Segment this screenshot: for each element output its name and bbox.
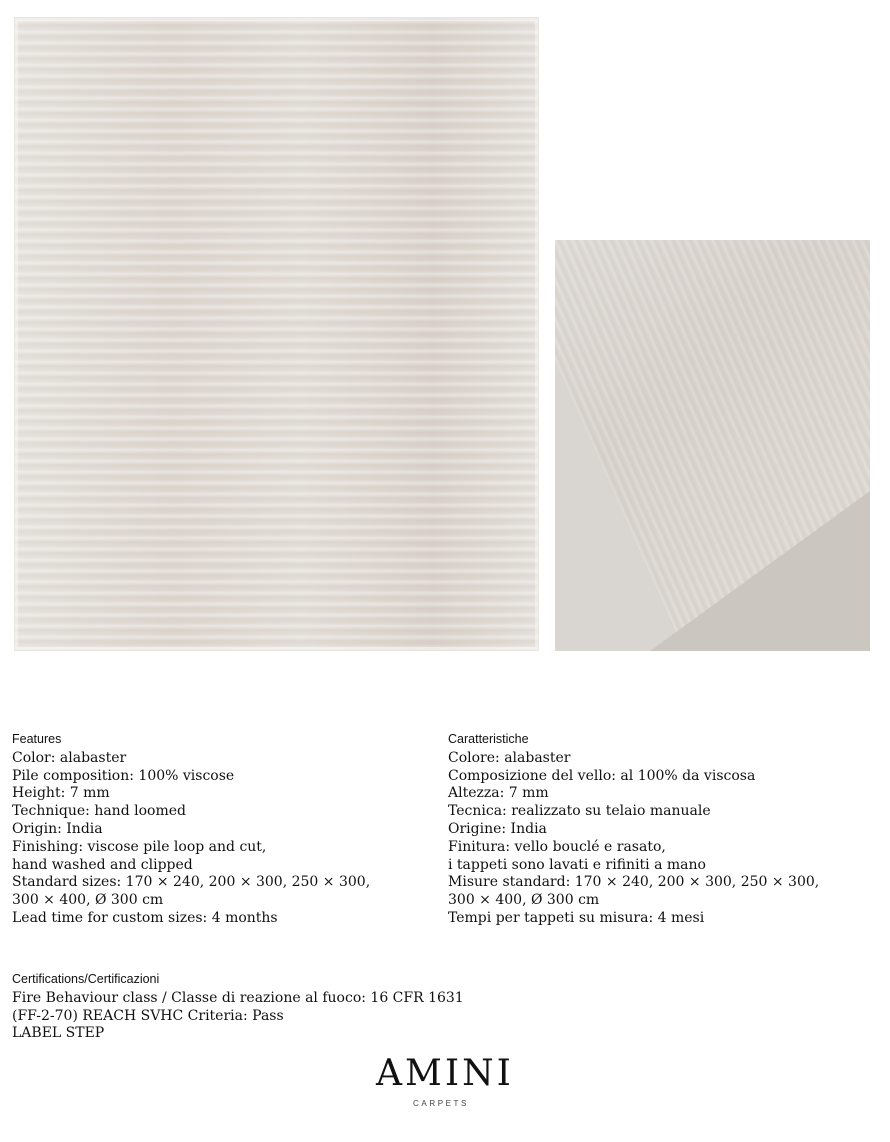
- features-en-line: Technique: hand loomed: [12, 803, 186, 820]
- rug-detail-image: [555, 240, 870, 651]
- features-it-line: Misure standard: 170 × 240, 200 × 300, 250 × 300,: [448, 874, 820, 891]
- features-it-line: Origine: India: [448, 820, 547, 837]
- features-it-line: i tappeti sono lavati e rifiniti a mano: [448, 856, 706, 873]
- features-it-line: Altezza: 7 mm: [448, 785, 549, 802]
- features-en-line: Height: 7 mm: [12, 785, 110, 802]
- certifications-line: (FF-2-70) REACH SVHC Criteria: Pass: [12, 1007, 284, 1024]
- rug-full-image: [14, 17, 539, 651]
- certifications-section: [12, 971, 464, 1043]
- features-it-line: Tecnica: realizzato su telaio manuale: [448, 803, 711, 820]
- features-en-line: Origin: India: [12, 820, 103, 837]
- features-en-line: Pile composition: 100% viscose: [12, 767, 235, 784]
- features-en-line: Standard sizes: 170 × 240, 200 × 300, 250 × 300,: [12, 874, 371, 891]
- features-it-line: Colore: alabaster: [448, 749, 571, 766]
- features-en-line: Finishing: viscose pile loop and cut,: [12, 838, 267, 855]
- features-en-section: [12, 731, 432, 928]
- features-it-heading: Caratteristiche: [448, 732, 529, 746]
- features-en-line: Color: alabaster: [12, 749, 127, 766]
- certifications-heading: Certifications/Certificazioni: [12, 972, 160, 986]
- certifications-line: LABEL STEP: [12, 1025, 105, 1042]
- features-it-line: 300 × 400, Ø 300 cm: [448, 892, 600, 909]
- features-en-line: hand washed and clipped: [12, 856, 193, 873]
- features-it-line: Finitura: vello bouclé e rasato,: [448, 838, 666, 855]
- brand-tagline: CARPETS: [413, 1099, 469, 1108]
- features-it-line: Tempi per tappeti su misura: 4 mesi: [448, 909, 705, 926]
- features-en-line: 300 × 400, Ø 300 cm: [12, 892, 164, 909]
- brand-logo-wordmark: AMINI: [376, 1053, 514, 1094]
- features-en-line: Lead time for custom sizes: 4 months: [12, 909, 278, 926]
- features-it-section: [448, 731, 868, 928]
- features-en-heading: Features: [12, 732, 62, 746]
- certifications-line: Fire Behaviour class / Classe di reazione al fuoco: 16 CFR 1631: [12, 989, 464, 1006]
- features-it-line: Composizione del vello: al 100% da viscosa: [448, 767, 756, 784]
- brand-logo: [376, 1053, 514, 1108]
